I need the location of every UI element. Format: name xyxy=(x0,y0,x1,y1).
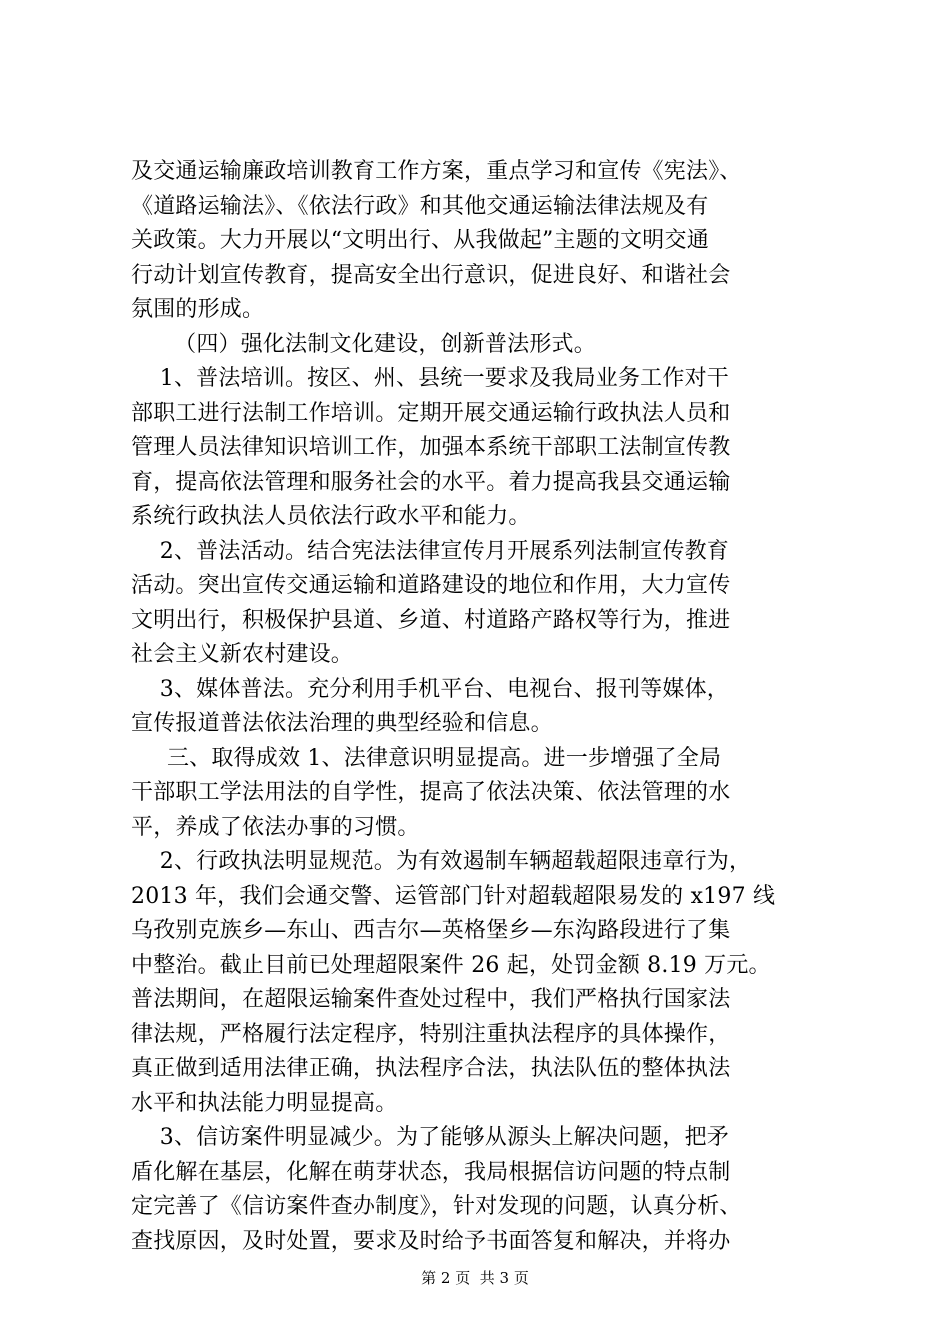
text-line: 活动。突出宣传交通运输和道路建设的地位和作用，大力宣传 xyxy=(131,573,731,598)
section-heading: （四）强化法制文化建设，创新普法形式。 xyxy=(131,331,596,357)
text-line: 1、普法培训。按区、州、县统一要求及我局业务工作对干 xyxy=(131,366,729,391)
section-heading: 三、取得成效 1、法律意识明显提高。进一步增强了全局 xyxy=(131,745,722,771)
text-line: 中整治。截止目前已处理超限案件 26 起，处罚金额 8.19 万元。 xyxy=(131,952,771,978)
text-line: 2013 年，我们会通交警、运管部门针对超载超限易发的 x197 线 xyxy=(131,883,776,909)
text-line: 关政策。大力开展以“文明出行、从我做起”主题的文明交通 xyxy=(131,228,709,253)
text-line: 3、信访案件明显减少。为了能够从源头上解决问题，把矛 xyxy=(131,1125,729,1150)
text-line: 真正做到适用法律正确，执法程序合法，执法队伍的整体执法 xyxy=(131,1056,731,1081)
text-line: 宣传报道普法依法治理的典型经验和信息。 xyxy=(131,711,553,736)
text-line: 育，提高依法管理和服务社会的水平。着力提高我县交通运输 xyxy=(131,469,731,495)
page-number-footer: 第 2 页 共 3 页 xyxy=(421,1269,529,1287)
text-line: 社会主义新农村建设。 xyxy=(131,642,354,667)
text-line: 水平和执法能力明显提高。 xyxy=(131,1090,398,1116)
text-line: 查找原因，及时处置，要求及时给予书面答复和解决，并将办 xyxy=(131,1228,731,1254)
text-line: 文明出行，积极保护县道、乡道、村道路产路权等行为，推进 xyxy=(131,607,731,633)
text-line: 行动计划宣传教育，提高安全出行意识，促进良好、和谐社会 xyxy=(131,262,731,288)
text-line: 部职工进行法制工作培训。定期开展交通运输行政执法人员和 xyxy=(131,400,731,426)
text-line: 定完善了《信访案件查办制度》，针对发现的问题，认真分析、 xyxy=(131,1194,742,1219)
text-line: 3、媒体普法。充分利用手机平台、电视台、报刊等媒体， xyxy=(131,676,729,702)
text-line: 干部职工学法用法的自学性，提高了依法决策、依法管理的水 xyxy=(131,780,731,805)
text-line: 及交通运输廉政培训教育工作方案，重点学习和宣传《宪法》、 xyxy=(131,159,742,184)
text-line: 2、行政执法明显规范。为有效遏制车辆超载超限违章行为， xyxy=(131,849,752,874)
text-line: 氛围的形成。 xyxy=(131,297,265,322)
text-line: 《道路运输法》、《依法行政》和其他交通运输法律法规及有 xyxy=(131,193,709,219)
text-line: 乌孜别克族乡—东山、西吉尔—英格堡乡—东沟路段进行了集 xyxy=(131,918,731,943)
document-body xyxy=(131,155,831,1259)
text-line: 盾化解在基层，化解在萌芽状态，我局根据信访问题的特点制 xyxy=(131,1159,731,1185)
text-line: 律法规，严格履行法定程序，特别注重执法程序的具体操作， xyxy=(131,1021,731,1047)
text-line: 普法期间，在超限运输案件查处过程中，我们严格执行国家法 xyxy=(131,987,731,1012)
text-line: 管理人员法律知识培训工作，加强本系统干部职工法制宣传教 xyxy=(131,435,731,460)
text-line: 平，养成了依法办事的习惯。 xyxy=(131,814,420,840)
text-line: 系统行政执法人员依法行政水平和能力。 xyxy=(131,504,531,529)
text-line: 2、普法活动。结合宪法法律宣传月开展系列法制宣传教育 xyxy=(131,538,729,564)
